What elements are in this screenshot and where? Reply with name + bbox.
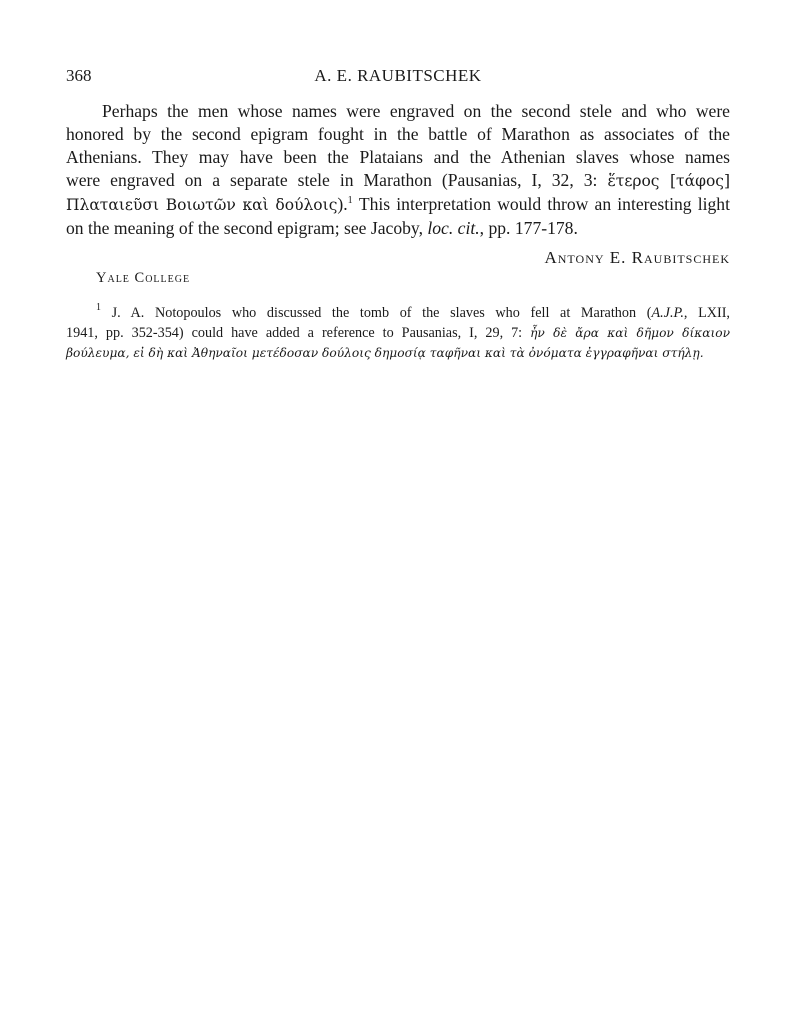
author-signature: Antony E. Raubitschek — [544, 248, 730, 267]
citation-italic: loc. cit. — [427, 218, 480, 238]
body-line-text: were engraved on a separate stele in Marathon (Pausanias, I, 32, 3: — [66, 170, 598, 190]
footnote-text: , LXII, — [683, 305, 730, 321]
footnote — [66, 303, 730, 363]
body-line — [66, 193, 730, 217]
greek-quote: Πλαταιεῦσι Βοιωτῶν καὶ δούλοις — [66, 196, 338, 214]
body-line-text: , pp. 177-178. — [479, 218, 578, 238]
body-line: Athenians. They may have been the Plataians and the Athenian slaves whose names — [66, 147, 730, 167]
body-line — [66, 217, 730, 240]
body-line-text: on the meaning of the second epigram; see Jacoby, — [66, 218, 428, 238]
body-line — [66, 169, 730, 193]
footnote-text: J. A. Notopoulos who discussed the tomb of the slaves who fell at Marathon ( — [101, 305, 652, 321]
page-number: 368 — [66, 66, 92, 85]
body-paragraph — [66, 100, 730, 240]
footnote-text: 1941, pp. 352-354) could have added a reference to Pausanias, I, 29, 7: — [66, 325, 531, 341]
journal-abbrev: A.J.P. — [651, 305, 684, 321]
footnote-line — [66, 323, 730, 343]
body-line-text: ). — [337, 194, 348, 214]
greek-quote: βούλευμα, εἰ δὴ καὶ Ἀθηναῖοι μετέδοσαν δούλοις δημοσίᾳ ταφῆναι καὶ τὰ ὀνόματα ἐγγραφῆναι στήλῃ. — [66, 346, 704, 360]
body-line: honored by the second epigram fought in the battle of Marathon as associates of the — [66, 124, 730, 144]
header-title: A. E. RAUBITSCHEK — [314, 66, 482, 85]
footnote-marker: 1 — [96, 302, 101, 313]
greek-quote: ἦν δὲ ἄρα καὶ δῆμον δίκαιον — [530, 326, 730, 340]
footnote-line — [66, 303, 730, 323]
footnote-line — [66, 343, 730, 363]
greek-quote: ἕτερος [τάφος] — [607, 172, 731, 190]
running-head — [66, 66, 730, 88]
author-affiliation: Yale College — [96, 270, 191, 286]
body-line: Perhaps the men whose names were engraved on the second stele and who were — [102, 101, 730, 121]
body-line-text: This interpretation would throw an interesting light — [352, 194, 730, 214]
footnote-reference: 1 — [347, 195, 353, 206]
